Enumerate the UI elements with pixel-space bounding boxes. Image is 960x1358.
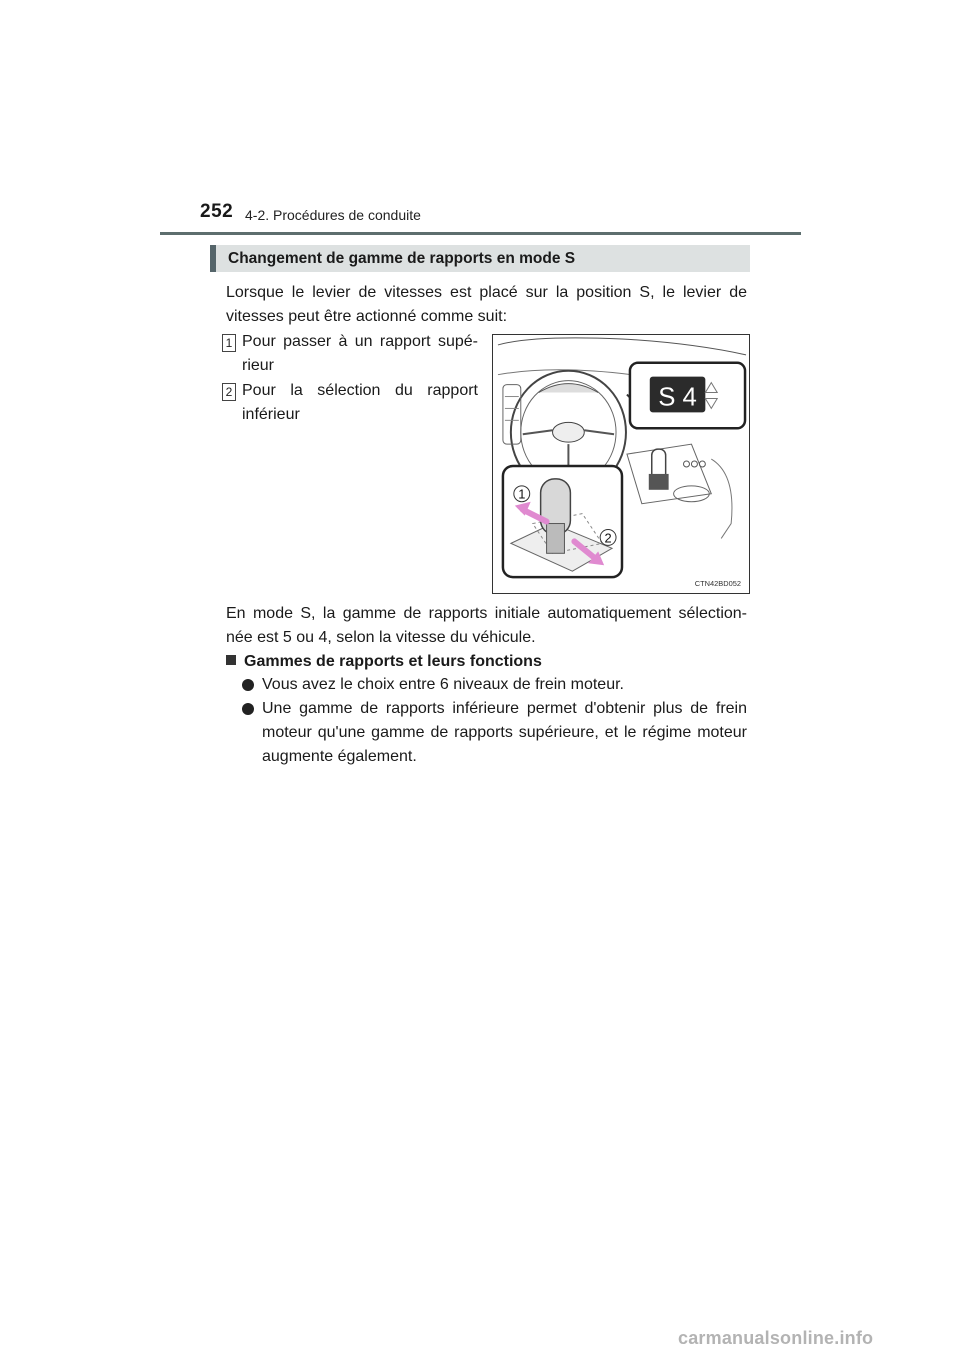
figure-code: CTN42BD052 — [694, 579, 742, 589]
bullet-text-1: Vous avez le choix entre 6 niveaux de frein moteur. — [262, 676, 624, 693]
step-text-2: Pour la sélection du rapport inférieur — [242, 382, 478, 423]
step-text-1: Pour passer à un rapport supé- rieur — [242, 333, 478, 374]
illustration — [493, 335, 749, 593]
bullet-text-2: Une gamme de rapports inférieure permet d'obtenir plus de frein moteur qu'une gamme de rapports supérieure, et le régime moteur augmente également. — [262, 700, 747, 765]
gear-ranges-heading — [226, 652, 542, 672]
meter-display-text: S 4 — [658, 383, 697, 412]
mode-paragraph: En mode S, la gamme de rapports initiale automatiquement sélection- née est 5 ou 4, selon la vitesse du véhicule. — [226, 605, 747, 646]
step-number-1: 1 — [222, 334, 236, 352]
step-number-2: 2 — [222, 383, 236, 401]
subsection-bar — [210, 245, 750, 272]
callout-1: 1 — [518, 486, 526, 502]
page-number: 252 — [200, 201, 234, 222]
section-title: 4-2. Procédures de conduite — [245, 207, 421, 223]
watermark: carmanualsonline.info — [678, 1328, 874, 1348]
header-rule — [160, 232, 801, 235]
intro-paragraph: Lorsque le levier de vitesses est placé sur la position S, le levier de vitesses peut être actionné comme suit: — [226, 284, 747, 325]
callout-2: 2 — [604, 530, 612, 546]
gear-ranges-heading-text: Gammes de rapports et leurs fonctions — [244, 653, 542, 670]
square-bullet-icon — [226, 655, 236, 665]
bullet-icon — [242, 679, 254, 691]
subsection-title: Changement de gamme de rapports en mode S — [228, 250, 576, 267]
bullet-icon — [242, 703, 254, 715]
shift-lever-figure — [492, 334, 750, 594]
